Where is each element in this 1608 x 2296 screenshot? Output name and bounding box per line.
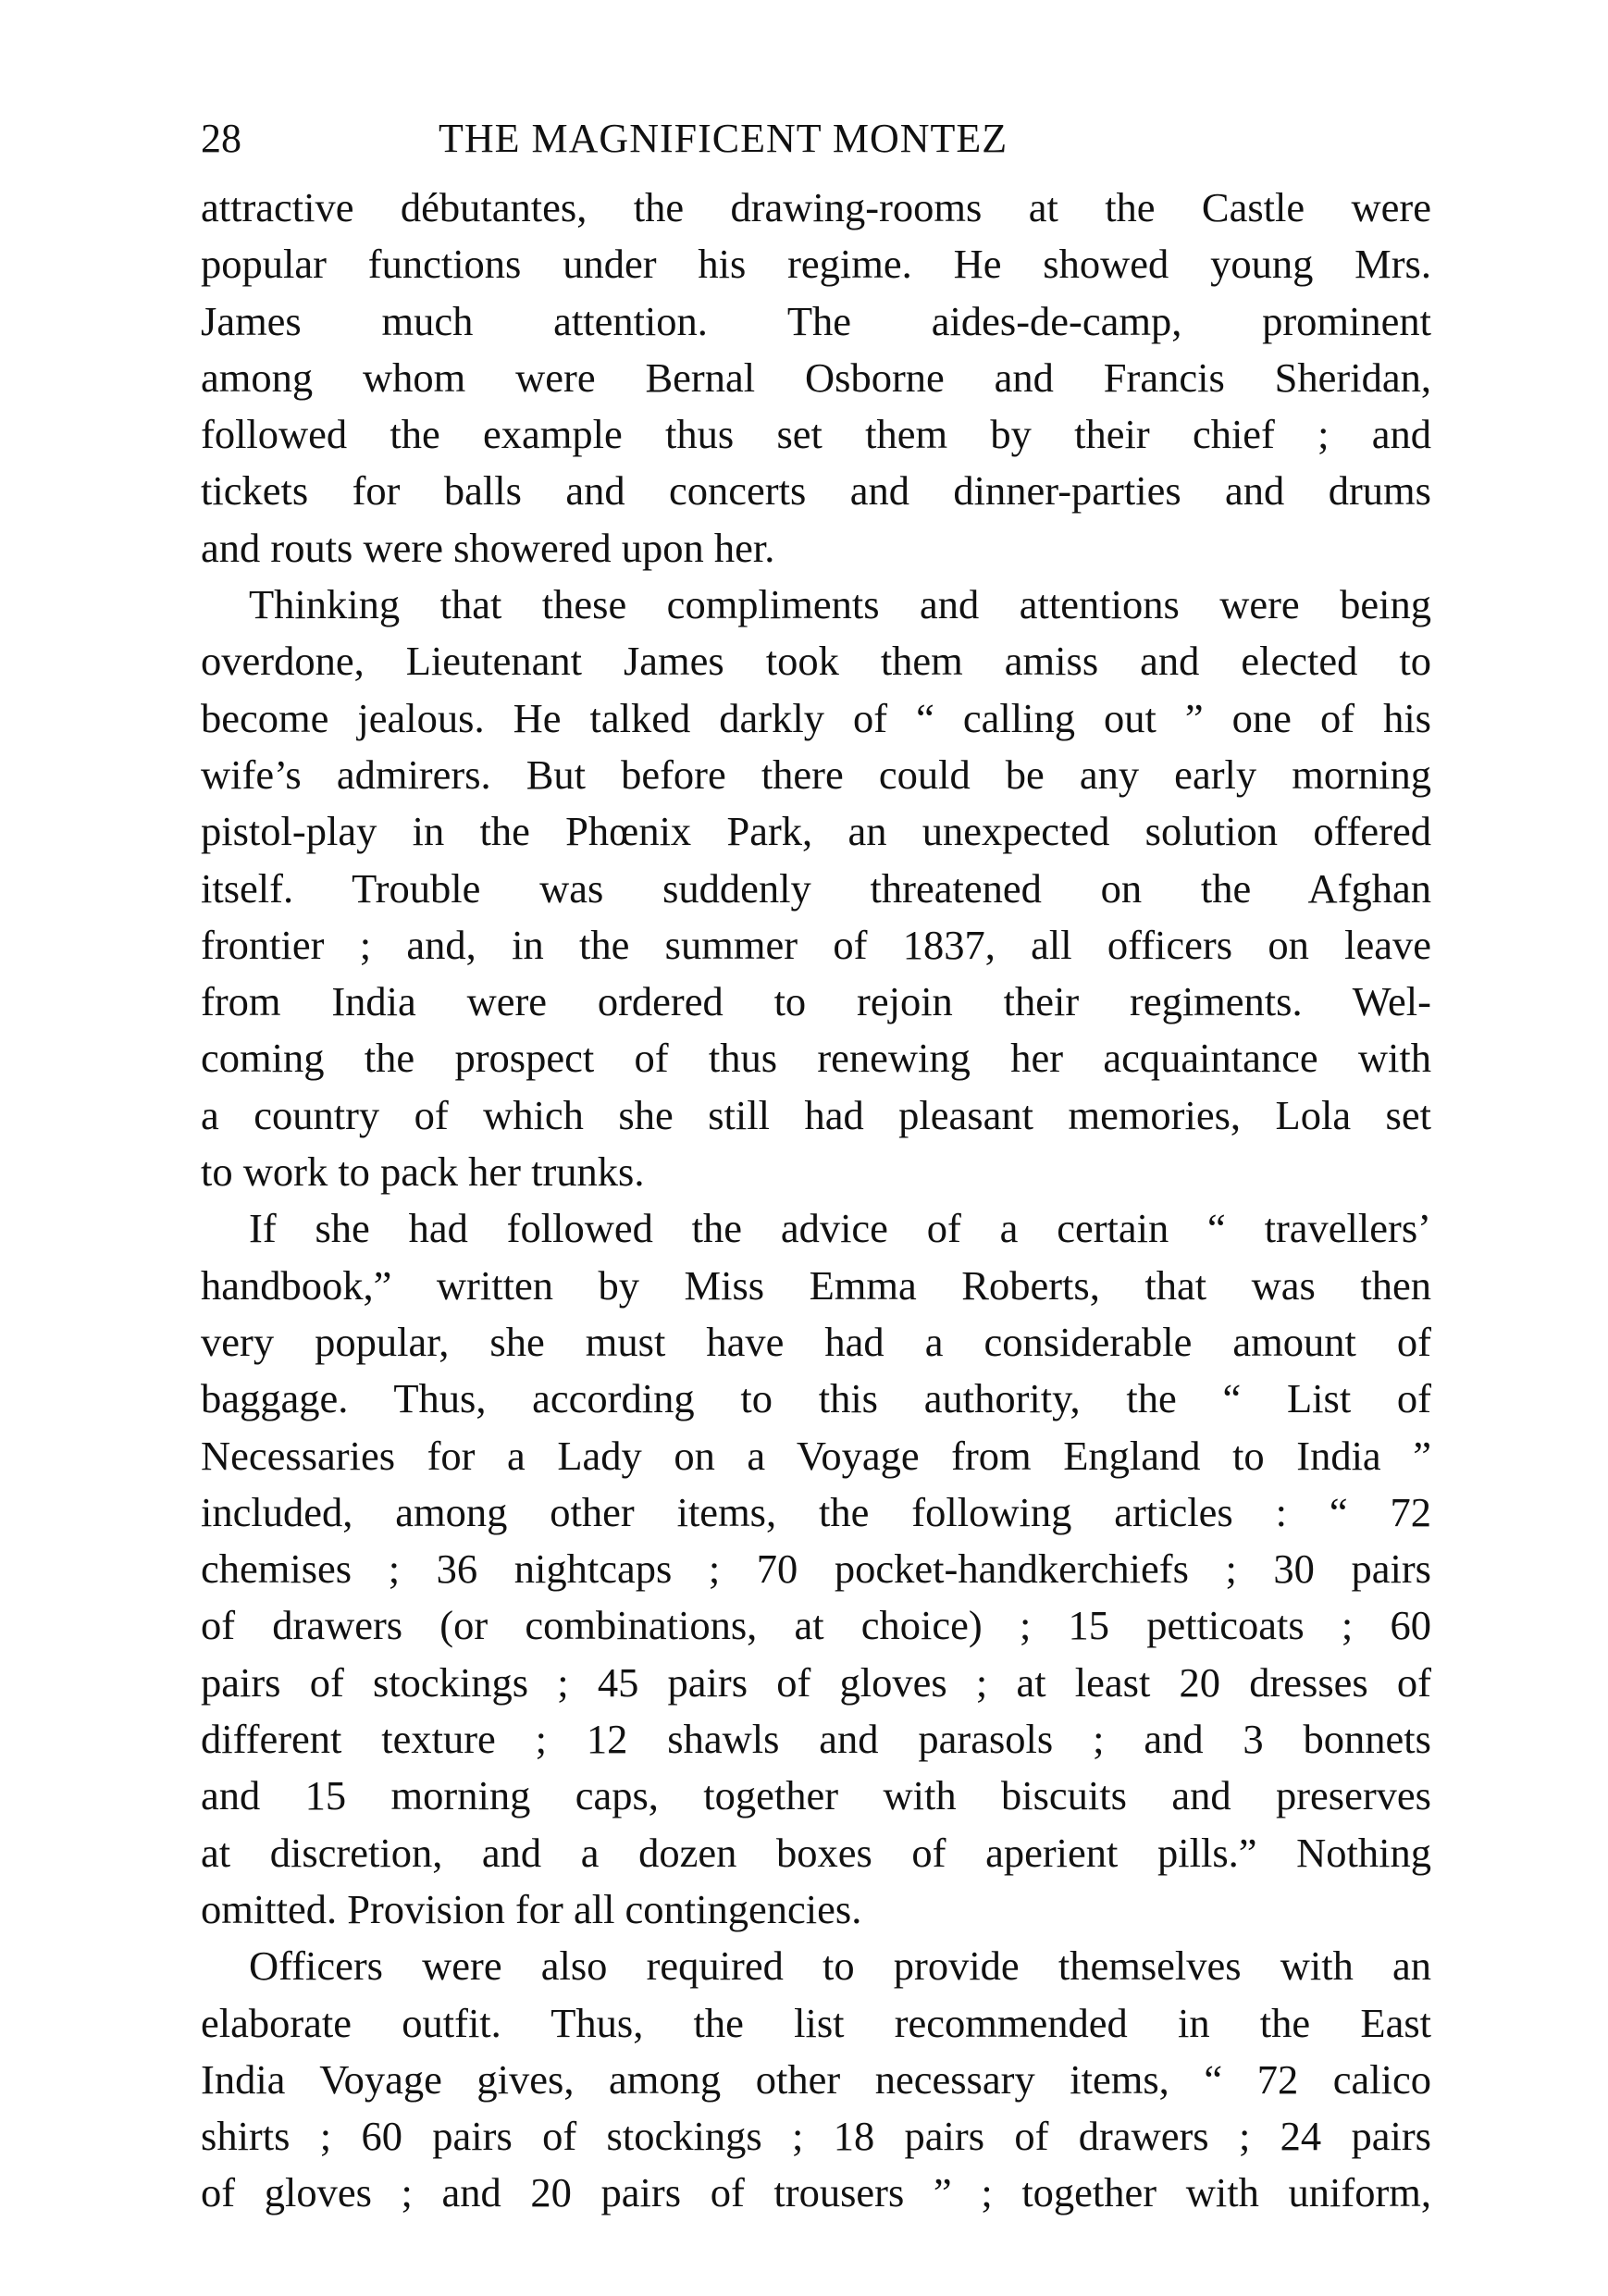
paragraph-4 — [201, 1938, 1431, 2221]
text-line: and 15 morning caps, together with biscuits and preserves — [201, 1772, 1431, 1819]
text-line: attractive débutantes, the drawing-rooms at the Castle were — [201, 184, 1431, 230]
running-title: THE MAGNIFICENT MONTEZ — [439, 116, 1008, 161]
book-page — [201, 102, 1431, 2222]
text-line: India Voyage gives, among other necessary items, “ 72 calico — [201, 2055, 1431, 2103]
text-line: itself. Trouble was suddenly threatened on the Afghan — [201, 864, 1431, 912]
text-line: shirts ; 60 pairs of stockings ; 18 pairs of drawers ; 24 pairs — [201, 2113, 1431, 2160]
text-line: to work to pack her trunks. — [201, 1148, 645, 1196]
paragraph-2 — [201, 577, 1431, 1200]
text-line: frontier ; and, in the summer of 1837, all officers on leave — [201, 921, 1431, 968]
text-line: followed the example thus set them by their chief ; and — [201, 411, 1431, 458]
text-line: popular functions under his regime. He showed young Mrs. — [201, 241, 1431, 288]
text-line: and routs were showered upon her. — [201, 524, 775, 571]
text-line: If she had followed the advice of a certain “ travellers’ — [249, 1205, 1431, 1252]
text-line: become jealous. He talked darkly of “ calling out ” one of his — [201, 694, 1431, 741]
text-line: baggage. Thus, according to this authority, the “ List of — [201, 1375, 1431, 1422]
running-head — [201, 102, 1431, 176]
text-line: of gloves ; and 20 pairs of trousers ” ; together with uniform, — [201, 2169, 1431, 2216]
text-line: Thinking that these compliments and attentions were being — [249, 581, 1431, 628]
text-line: Necessaries for a Lady on a Voyage from England to India ” — [201, 1432, 1431, 1479]
text-line: Officers were also required to provide themselves with an — [249, 1942, 1431, 1990]
text-line: very popular, she must have had a considerable amount of — [201, 1318, 1431, 1365]
text-line: from India were ordered to rejoin their regiments. Wel- — [201, 978, 1431, 1025]
body-text — [201, 180, 1431, 2222]
text-line: tickets for balls and concerts and dinner-parties and drums — [201, 467, 1431, 515]
text-line: pistol-play in the Phœnix Park, an unexpected solution offered — [201, 808, 1431, 855]
text-line: handbook,” written by Miss Emma Roberts, that was then — [201, 1261, 1431, 1309]
text-line: a country of which she still had pleasant memories, Lola set — [201, 1091, 1431, 1138]
text-line: pairs of stockings ; 45 pairs of gloves ; at least 20 dresses of — [201, 1658, 1431, 1706]
paragraph-3 — [201, 1200, 1431, 1938]
text-line: coming the prospect of thus renewing her acquaintance with — [201, 1035, 1431, 1082]
paragraph-1 — [201, 180, 1431, 577]
text-line: included, among other items, the following articles : “ 72 — [201, 1488, 1431, 1535]
text-line: James much attention. The aides-de-camp, prominent — [201, 297, 1431, 344]
text-line: overdone, Lieutenant James took them amiss and elected to — [201, 638, 1431, 685]
text-line: omitted. Provision for all contingencies. — [201, 1885, 862, 1932]
text-line: of drawers (or combinations, at choice) ; 15 petticoats ; 60 — [201, 1602, 1431, 1649]
page-number: 28 — [201, 116, 241, 161]
text-line: different texture ; 12 shawls and parasols ; and 3 bonnets — [201, 1716, 1431, 1763]
text-line: among whom were Bernal Osborne and Francis Sheridan, — [201, 354, 1431, 401]
text-line: chemises ; 36 nightcaps ; 70 pocket-handkerchiefs ; 30 pairs — [201, 1545, 1431, 1593]
text-line: at discretion, and a dozen boxes of aperient pills.” Nothing — [201, 1829, 1431, 1876]
text-line: elaborate outfit. Thus, the list recommended in the East — [201, 1999, 1431, 2046]
text-line: wife’s admirers. But before there could be any early morning — [201, 751, 1431, 798]
